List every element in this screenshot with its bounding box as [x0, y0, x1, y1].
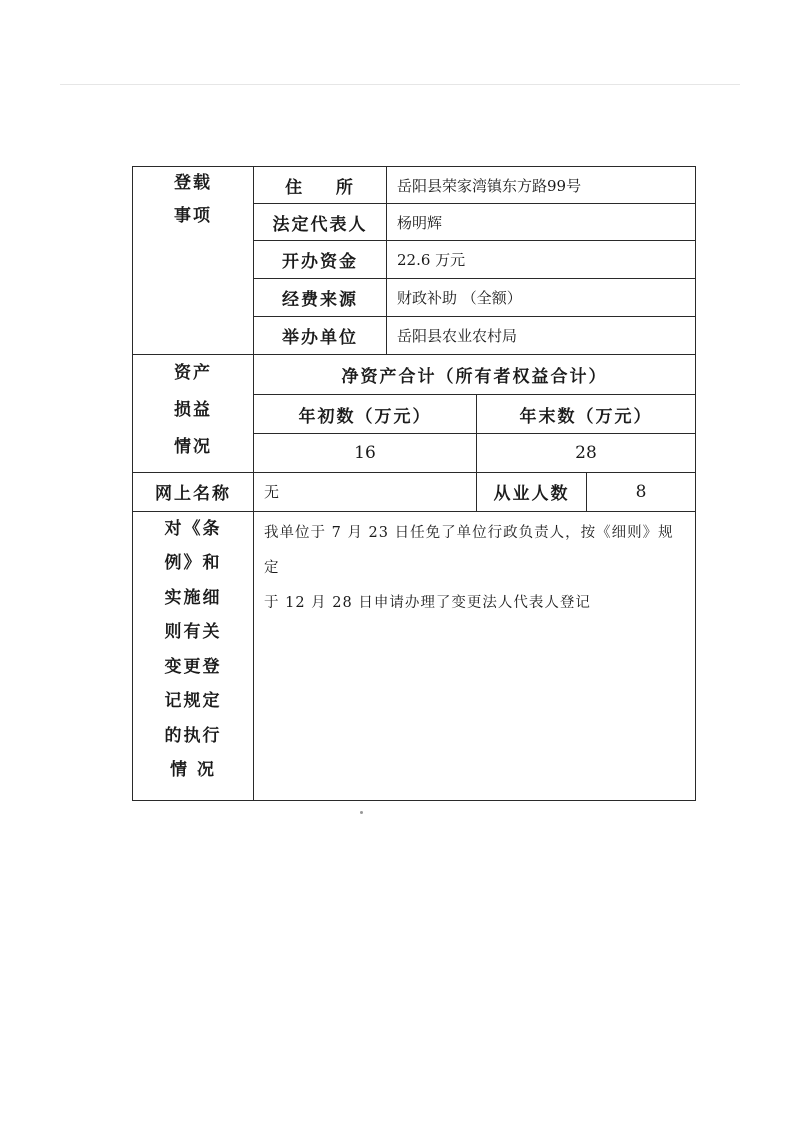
net-assets-header: 净资产合计（所有者权益合计） — [254, 354, 696, 394]
assets-section-label: 资产 损益 情况 — [133, 354, 254, 473]
staff-count-label: 从业人数 — [477, 473, 587, 511]
registration-form-table — [132, 166, 696, 801]
address-label: 住 所 — [254, 167, 387, 204]
year-end-value: 28 — [477, 434, 696, 473]
sponsor-value: 岳阳县农业农村局 — [387, 316, 696, 354]
scan-speck — [360, 811, 363, 814]
scan-edge-line — [60, 84, 740, 85]
funding-value: 22.6 万元 — [387, 241, 696, 278]
execution-description: 我单位于 7 月 23 日任免了单位行政负责人，按《细则》规定 于 12 月 28 日申请办理了变更法人代表人登记 — [254, 511, 696, 800]
staff-count-value: 8 — [587, 473, 696, 511]
year-start-value: 16 — [254, 434, 477, 473]
online-name-label: 网上名称 — [133, 473, 254, 511]
funding-label: 开办资金 — [254, 241, 387, 278]
address-value: 岳阳县荣家湾镇东方路99号 — [387, 167, 696, 204]
year-end-header: 年末数（万元） — [477, 395, 696, 434]
legal-rep-value: 杨明辉 — [387, 204, 696, 241]
registration-section-label: 登载 事项 — [133, 167, 254, 355]
online-name-value: 无 — [254, 473, 477, 511]
legal-rep-label: 法定代表人 — [254, 204, 387, 241]
funding-source-value: 财政补助 （全额） — [387, 278, 696, 316]
funding-source-label: 经费来源 — [254, 278, 387, 316]
year-start-header: 年初数（万元） — [254, 395, 477, 434]
execution-section-label: 对《条 例》和 实施细 则有关 变更登 记规定 的执行 情 况 — [133, 511, 254, 800]
sponsor-label: 举办单位 — [254, 316, 387, 354]
